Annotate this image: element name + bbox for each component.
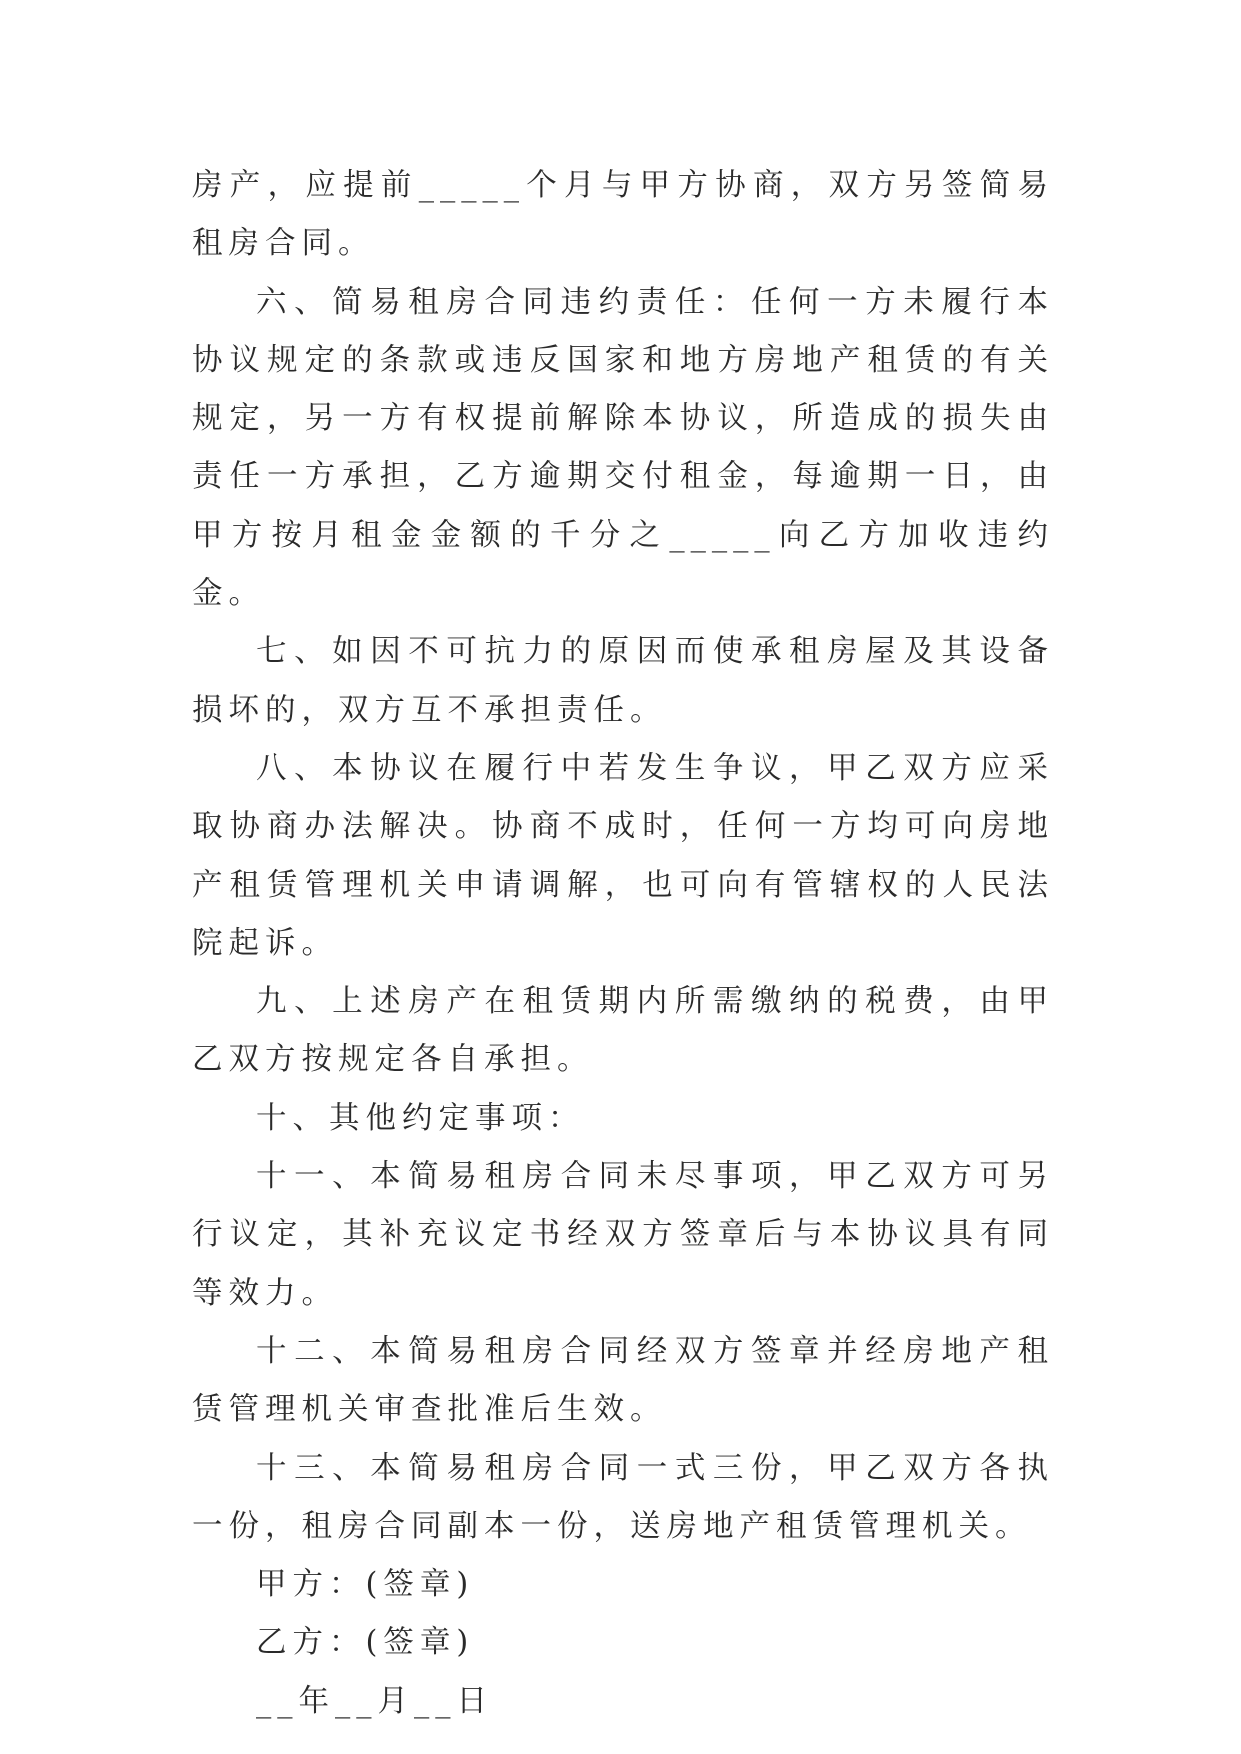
signature-date: __年__月__日	[256, 1683, 493, 1719]
paragraph-clause-13: 十三、本简易租房合同一式三份，甲乙双方各执一份，租房合同副本一份，送房地产租赁管理机关。	[192, 1450, 1054, 1544]
paragraph-clause-7: 七、如因不可抗力的原因而使承租房屋及其设备损坏的，双方互不承担责任。	[192, 634, 1054, 728]
paragraph-clause-10: 十、其他约定事项：	[256, 1100, 585, 1136]
paragraph-clause-9: 九、上述房产在租赁期内所需缴纳的税费，由甲乙双方按规定各自承担。	[192, 984, 1054, 1078]
paragraph-clause-6: 六、简易租房合同违约责任：任何一方未履行本协议规定的条款或违反国家和地方房地产租赁的有关规定，另一方有权提前解除本协议，所造成的损失由责任一方承担，乙方逾期交付租金，每逾期一日，由甲方按月租金金额的千分之_____向乙方加收违约金。	[192, 284, 1054, 612]
paragraph-clause-8: 八、本协议在履行中若发生争议，甲乙双方应采取协商办法解决。协商不成时，任何一方均可向房地产租赁管理机关申请调解，也可向有管辖权的人民法院起诉。	[192, 750, 1054, 961]
paragraph-clause-11: 十一、本简易租房合同未尽事项，甲乙双方可另行议定，其补充议定书经双方签章后与本协议具有同等效力。	[192, 1159, 1054, 1311]
contract-body	[192, 157, 1054, 1731]
paragraph-continuation: 房产，应提前_____个月与甲方协商，双方另签简易租房合同。	[192, 168, 1054, 262]
signature-party-a: 甲方：(签章)	[256, 1567, 475, 1603]
paragraph-clause-12: 十二、本简易租房合同经双方签章并经房地产租赁管理机关审查批准后生效。	[192, 1333, 1054, 1428]
signature-party-b: 乙方：(签章)	[256, 1625, 475, 1661]
